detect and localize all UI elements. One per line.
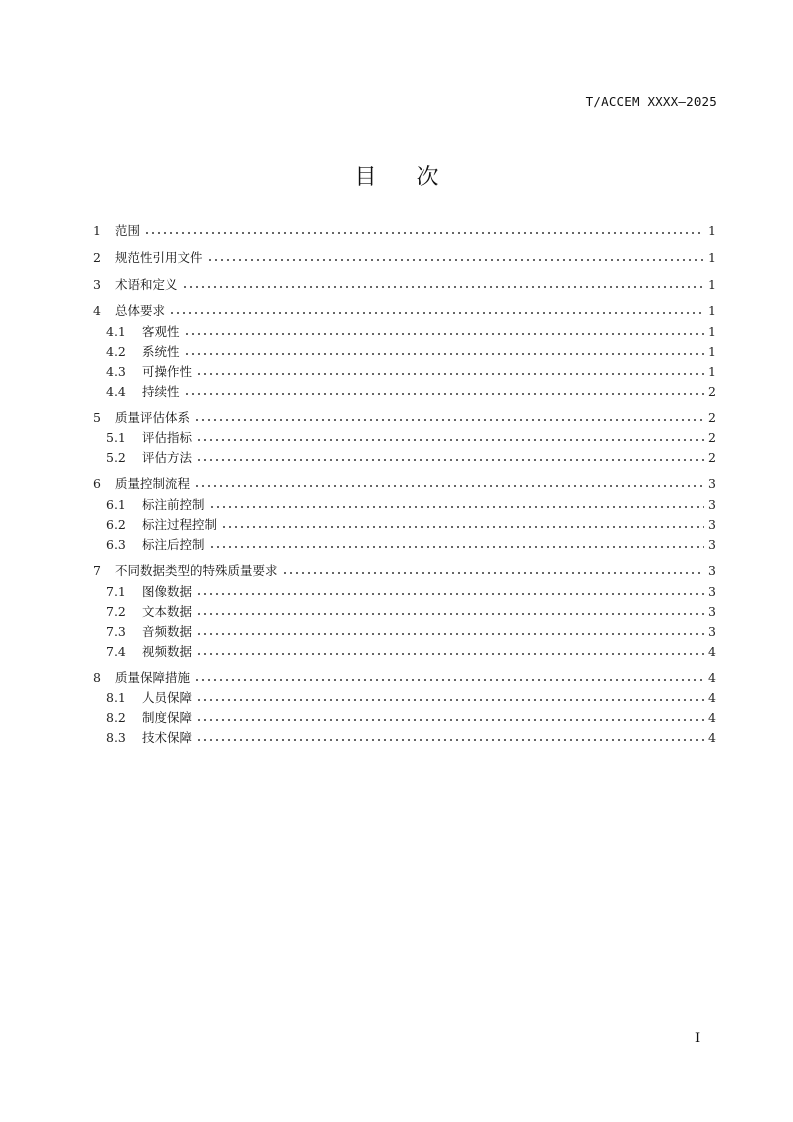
toc-entry-page: 1 [708,276,716,292]
dot-leader [196,633,704,635]
toc-entry-title: 标注前控制 [142,497,205,512]
toc-entry[interactable] [93,428,716,446]
toc-entry-page: 2 [708,429,716,445]
toc-entry-title: 技术保障 [142,730,193,745]
dot-leader [209,506,704,508]
title-char-1: 目 [354,165,377,190]
dot-leader [184,333,704,335]
toc-entry-title: 规范性引用文件 [115,250,203,265]
toc-entry-title: 人员保障 [142,690,193,705]
toc-entry-page: 4 [708,689,716,705]
dot-leader [196,593,704,595]
toc-entry-page: 1 [708,323,716,339]
toc-entry-title: 客观性 [142,324,180,339]
toc-entry-number: 4.4 [106,383,126,399]
toc-entry-page: 1 [708,363,716,379]
dot-leader [196,699,704,701]
toc-entry[interactable] [93,622,716,640]
toc-entry-number: 6.1 [106,496,126,512]
toc-entry-number: 6.2 [106,516,126,532]
toc-entry-title: 标注后控制 [142,537,205,552]
toc-entry-title: 质量控制流程 [115,476,191,491]
toc-entry[interactable] [93,495,716,513]
toc-entry-page: 3 [708,562,716,578]
toc-entry[interactable] [93,668,716,686]
toc-entry[interactable] [93,408,716,426]
dot-leader [144,232,704,234]
toc-entry-number: 7.4 [106,643,126,659]
toc-entry-number: 8.1 [106,689,126,705]
toc-entry-title: 视频数据 [142,644,193,659]
toc-entry[interactable] [93,728,716,746]
title-char-2: 次 [416,165,439,190]
toc-entry-number: 7.1 [106,583,126,599]
toc-entry-page: 1 [708,343,716,359]
dot-leader [169,312,704,314]
toc-entry-page: 2 [708,383,716,399]
toc-entry-number: 6 [93,475,101,491]
toc-entry-number: 4.2 [106,343,126,359]
toc-entry-number: 5.2 [106,449,126,465]
toc-entry[interactable] [93,515,716,533]
toc-entry[interactable] [93,688,716,706]
toc-entry-title: 总体要求 [115,303,166,318]
toc-entry[interactable] [93,301,716,319]
footer-page-number: I [695,1031,701,1046]
toc-entry-number: 2 [93,249,101,265]
toc-entry-title: 图像数据 [142,584,193,599]
toc-entry-number: 4.1 [106,323,126,339]
toc-entry-title: 不同数据类型的特殊质量要求 [115,563,278,578]
toc-entry[interactable] [93,221,716,239]
toc-entry-title: 评估指标 [142,430,193,445]
dot-leader [196,739,704,741]
toc-entry[interactable] [93,582,716,600]
toc-entry[interactable] [93,535,716,553]
dot-leader [182,286,704,288]
toc-entry-title: 术语和定义 [115,277,178,292]
toc-entry-page: 3 [708,475,716,491]
toc-entry-page: 3 [708,536,716,552]
toc-entry[interactable] [93,474,716,492]
toc-entry[interactable] [93,362,716,380]
toc-entry-page: 4 [708,709,716,725]
toc-entry[interactable] [93,602,716,620]
toc-entry-number: 4.3 [106,363,126,379]
toc-entry[interactable] [93,561,716,579]
dot-leader [209,546,704,548]
toc-entry[interactable] [93,275,716,293]
page-title [0,160,793,191]
toc-entry-title: 评估方法 [142,450,193,465]
toc-entry-page: 1 [708,302,716,318]
dot-leader [194,485,704,487]
toc-entry[interactable] [93,342,716,360]
toc-entry-page: 3 [708,496,716,512]
toc-entry-number: 6.3 [106,536,126,552]
dot-leader [184,353,704,355]
toc-entry-page: 3 [708,516,716,532]
dot-leader [196,613,704,615]
dot-leader [194,679,704,681]
toc-entry-page: 4 [708,643,716,659]
toc-entry-title: 范围 [115,223,141,238]
toc-entry-number: 7 [93,562,101,578]
toc-entry-page: 1 [708,249,716,265]
toc-entry-number: 7.2 [106,603,126,619]
toc-entry[interactable] [93,322,716,340]
toc-entry-title: 质量保障措施 [115,670,191,685]
toc-entry-number: 1 [93,222,101,238]
toc-entry-number: 8 [93,669,101,685]
dot-leader [194,419,704,421]
toc-entry-page: 2 [708,409,716,425]
toc-entry-number: 7.3 [106,623,126,639]
toc-entry-title: 标注过程控制 [142,517,218,532]
toc-entry-title: 制度保障 [142,710,193,725]
toc-entry-number: 8.3 [106,729,126,745]
toc-entry-page: 3 [708,603,716,619]
toc-entry-number: 5.1 [106,429,126,445]
toc-entry-page: 1 [708,222,716,238]
toc-entry-page: 4 [708,729,716,745]
toc-entry-page: 2 [708,449,716,465]
toc-entry-title: 质量评估体系 [115,410,191,425]
toc-entry-title: 文本数据 [142,604,193,619]
toc-entry[interactable] [93,708,716,726]
toc-entry-number: 4 [93,302,101,318]
toc-entry[interactable] [93,642,716,660]
toc-entry[interactable] [93,448,716,466]
dot-leader [196,439,704,441]
toc-entry-page: 3 [708,583,716,599]
toc-entry[interactable] [93,382,716,400]
toc-entry-page: 4 [708,669,716,685]
dot-leader [196,459,704,461]
toc-entry-number: 3 [93,276,101,292]
toc-entry-title: 音频数据 [142,624,193,639]
dot-leader [184,393,704,395]
dot-leader [196,653,704,655]
toc-entry-title: 系统性 [142,344,180,359]
toc-entry-title: 可操作性 [142,364,193,379]
toc-entry-title: 持续性 [142,384,180,399]
document-code: T/ACCEM XXXX—2025 [585,94,717,109]
dot-leader [221,526,704,528]
toc-entry-number: 8.2 [106,709,126,725]
dot-leader [282,572,704,574]
toc-entry-number: 5 [93,409,101,425]
toc-entry-page: 3 [708,623,716,639]
dot-leader [207,259,704,261]
toc-entry[interactable] [93,248,716,266]
dot-leader [196,373,704,375]
dot-leader [196,719,704,721]
